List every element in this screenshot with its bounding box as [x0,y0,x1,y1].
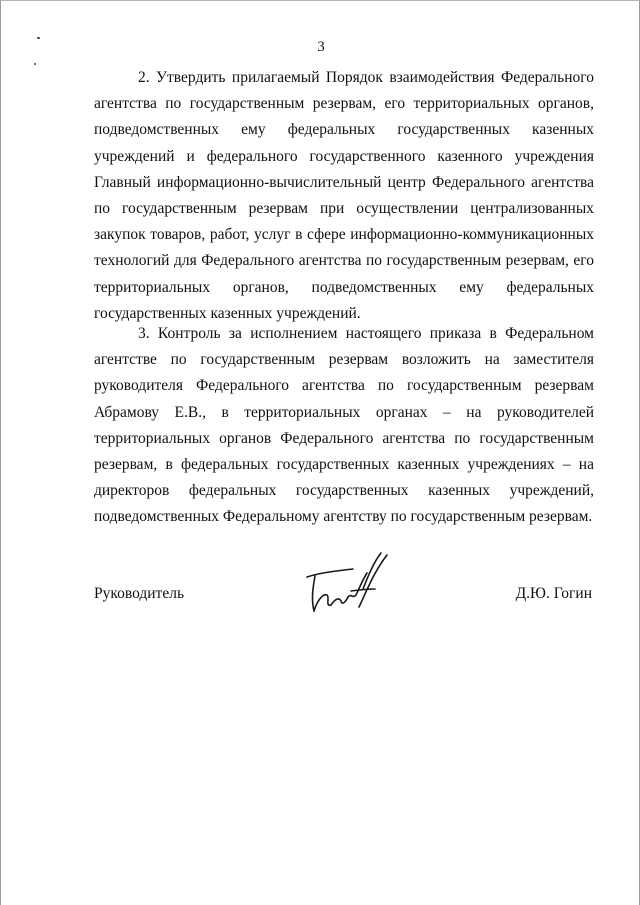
scan-speck [34,63,36,65]
paragraph-3: 3. Контроль за исполнением настоящего приказа в Федеральном агентстве по государственным резервам возложить на заместителя руководителя Федерального агентства по государственным резервам Абрамову Е.В., в территориальных органах – на руководителей территориальных органов Федерального агентства по государственным резервам, в федеральных государственных казенных учреждениях – на директоров федеральных государственных казенных учреждений, подведомственных Федеральному агентству по государственным резервам. [94,325,594,526]
handwritten-signature [301,549,393,621]
signer-name: Д.Ю. Гогин [515,585,592,602]
signer-title: Руководитель [94,585,185,602]
page-number: 3 [317,39,325,55]
paragraph-2: 2. Утвердить прилагаемый Порядок взаимодействия Федерального агентства по государственным резервам, его территориальных органов, подведомственных ему федеральных государственных казенных учреждений и федерального государственного казенного учреждения Главный информационно-вычислительный центр Федерального агентства по государственным резервам при осуществлении централизованных закупок товаров, работ, услуг в сфере информационно-коммуникационных технологий для Федерального агентства по государственным резервам, его территориальных органов, подведомственных ему федеральных государственных казенных учреждений. [94,69,594,322]
